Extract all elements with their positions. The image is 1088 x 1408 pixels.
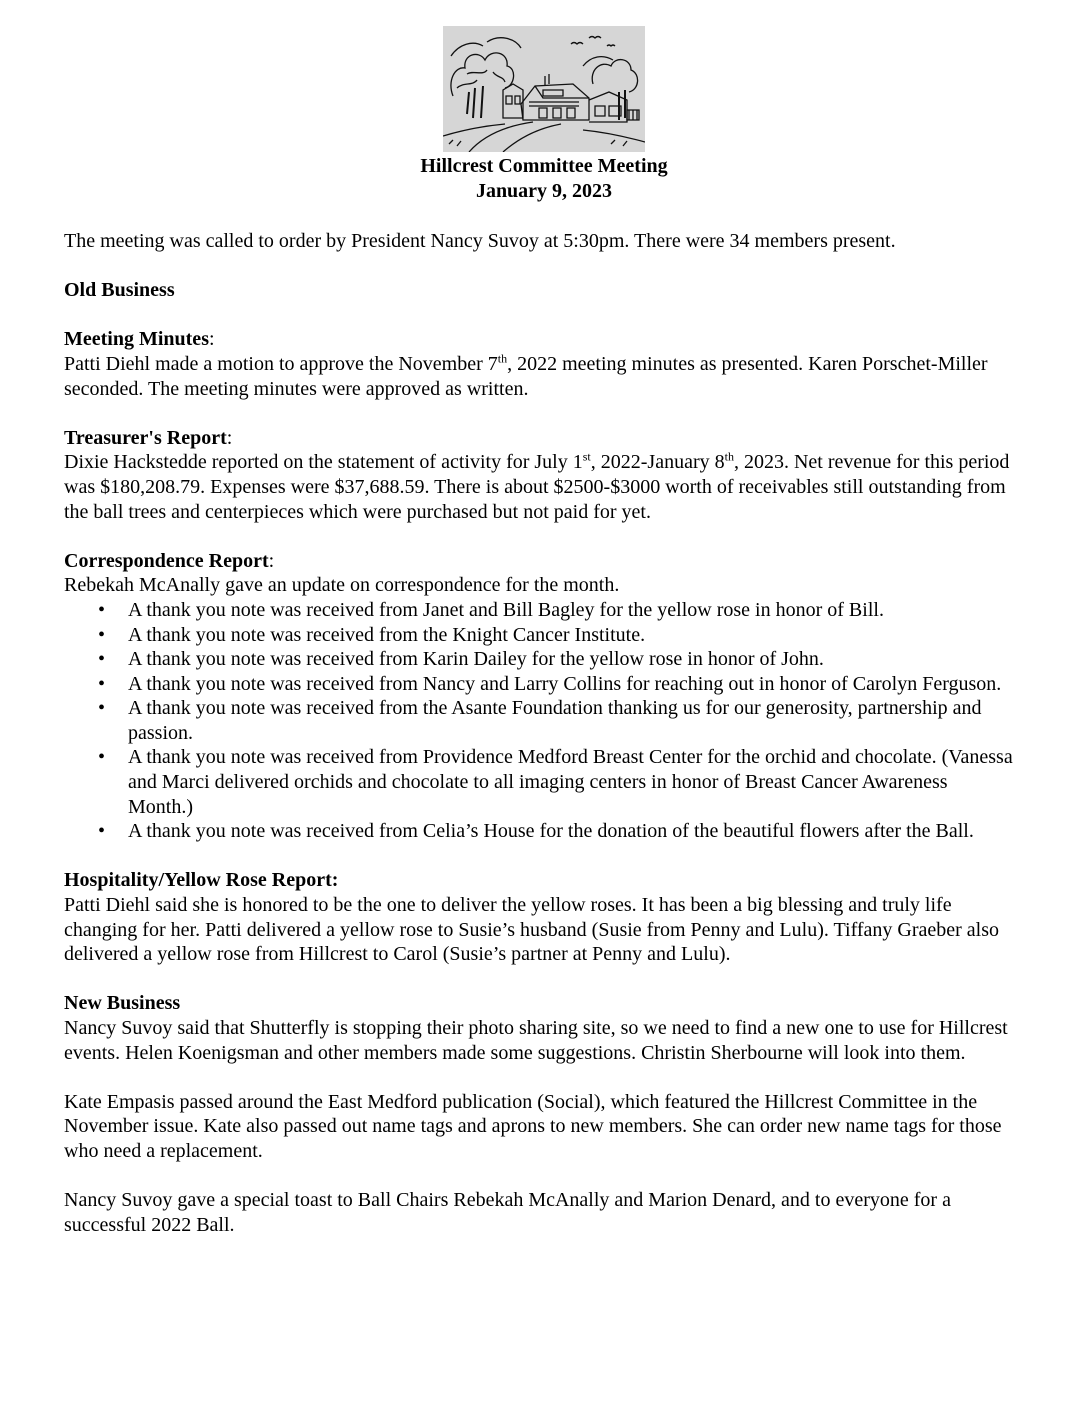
- new-business-paragraph: Nancy Suvoy said that Shutterfly is stopping their photo sharing site, so we need to find a new one to use for Hillcrest events. Helen Koenigsman and other members made some suggestions. Christin Sherbourne will look into them.: [64, 1017, 1008, 1064]
- bullet-icon: •: [98, 623, 106, 646]
- bullet-icon: •: [98, 672, 106, 695]
- heading-colon: :: [208, 328, 215, 351]
- meeting-title: Hillcrest Committee Meeting: [420, 155, 668, 177]
- list-item: • A thank you note was received from the Knight Cancer Institute.: [98, 623, 646, 646]
- new-business-paragraph: Nancy Suvoy gave a special toast to Ball Chairs Rebekah McAnally and Marion Denard, and to everyone for a successful 2022 Ball.: [64, 1189, 951, 1236]
- list-item: • A thank you note was received from Providence Medford Breast Center for the orchid and chocolate. (Vanessa and Marci delivered orchids and chocolate to all imaging centers in honor of Breast Cancer Awareness Month.): [98, 746, 1013, 818]
- heading-colon: :: [226, 426, 233, 449]
- hillcrest-house-illustration: [443, 26, 645, 152]
- correspondence-intro: Rebekah McAnally gave an update on correspondence for the month.: [64, 574, 620, 597]
- correspondence-list: [64, 598, 1024, 844]
- document-title: [0, 154, 1088, 204]
- treasurer-heading: Treasurer's Report: [64, 426, 227, 449]
- new-business-section: [64, 991, 1024, 1237]
- new-business-paragraph: Kate Empasis passed around the East Medford publication (Social), which featured the Hillcrest Committee in the November issue. Kate also passed out name tags and aprons to new members. She can order new name tags for those who need a replacement.: [64, 1090, 1002, 1162]
- bullet-icon: •: [98, 598, 106, 621]
- heading-colon: :: [268, 549, 275, 572]
- old-business-heading: Old Business: [64, 279, 175, 302]
- list-item: • A thank you note was received from the Asante Foundation thanking us for our generosity, partnership and passion.: [98, 697, 982, 744]
- intro-paragraph: The meeting was called to order by President Nancy Suvoy at 5:30pm. There were 34 members present.: [64, 230, 896, 252]
- bullet-icon: •: [98, 746, 106, 769]
- list-item: • A thank you note was received from Celia’s House for the donation of the beautiful flowers after the Ball.: [98, 820, 974, 843]
- meeting-date: January 9, 2023: [475, 180, 613, 202]
- treasurer-section: [64, 426, 1024, 524]
- meeting-minutes-text: Patti Diehl made a motion to approve the November 7th, 2022 meeting minutes as presented. Karen Porschet-Miller seconded. The meeting minutes were approved as written.: [64, 351, 988, 400]
- hospitality-section: [64, 868, 1024, 966]
- hospitality-text: Patti Diehl said she is honored to be the one to deliver the yellow roses. It has been a big blessing and truly life changing for her. Patti delivered a yellow rose to Susie’s husband (Susie from Penny and Lulu). Tiffany Graeber also delivered a yellow rose from Hillcrest to Carol (Susie’s partner at Penny and Lulu).: [64, 894, 1000, 966]
- meeting-minutes-section: [64, 327, 1024, 401]
- minutes-body: [64, 229, 1024, 1237]
- correspondence-section: [64, 549, 1024, 844]
- bullet-icon: •: [98, 648, 106, 671]
- hospitality-heading: Hospitality/Yellow Rose Report:: [64, 869, 339, 892]
- bullet-icon: •: [98, 697, 106, 720]
- treasurer-text: Dixie Hackstedde reported on the statement of activity for July 1st, 2022-January 8th, 2023. Net revenue for this period was $180,208.79. Expenses were $37,688.59. There is about $2500-$3000 worth of receivables still outstanding from the ball trees and centerpieces which were purchased but not paid for yet.: [64, 449, 1010, 523]
- bullet-icon: •: [98, 820, 106, 843]
- correspondence-heading: Correspondence Report: [64, 549, 269, 572]
- list-item: • A thank you note was received from Janet and Bill Bagley for the yellow rose in honor of Bill.: [98, 598, 884, 621]
- list-item: • A thank you note was received from Karin Dailey for the yellow rose in honor of John.: [98, 648, 824, 671]
- new-business-heading: New Business: [64, 992, 181, 1015]
- list-item: • A thank you note was received from Nancy and Larry Collins for reaching out in honor of Carolyn Ferguson.: [98, 672, 1002, 695]
- meeting-minutes-heading: Meeting Minutes: [64, 328, 209, 351]
